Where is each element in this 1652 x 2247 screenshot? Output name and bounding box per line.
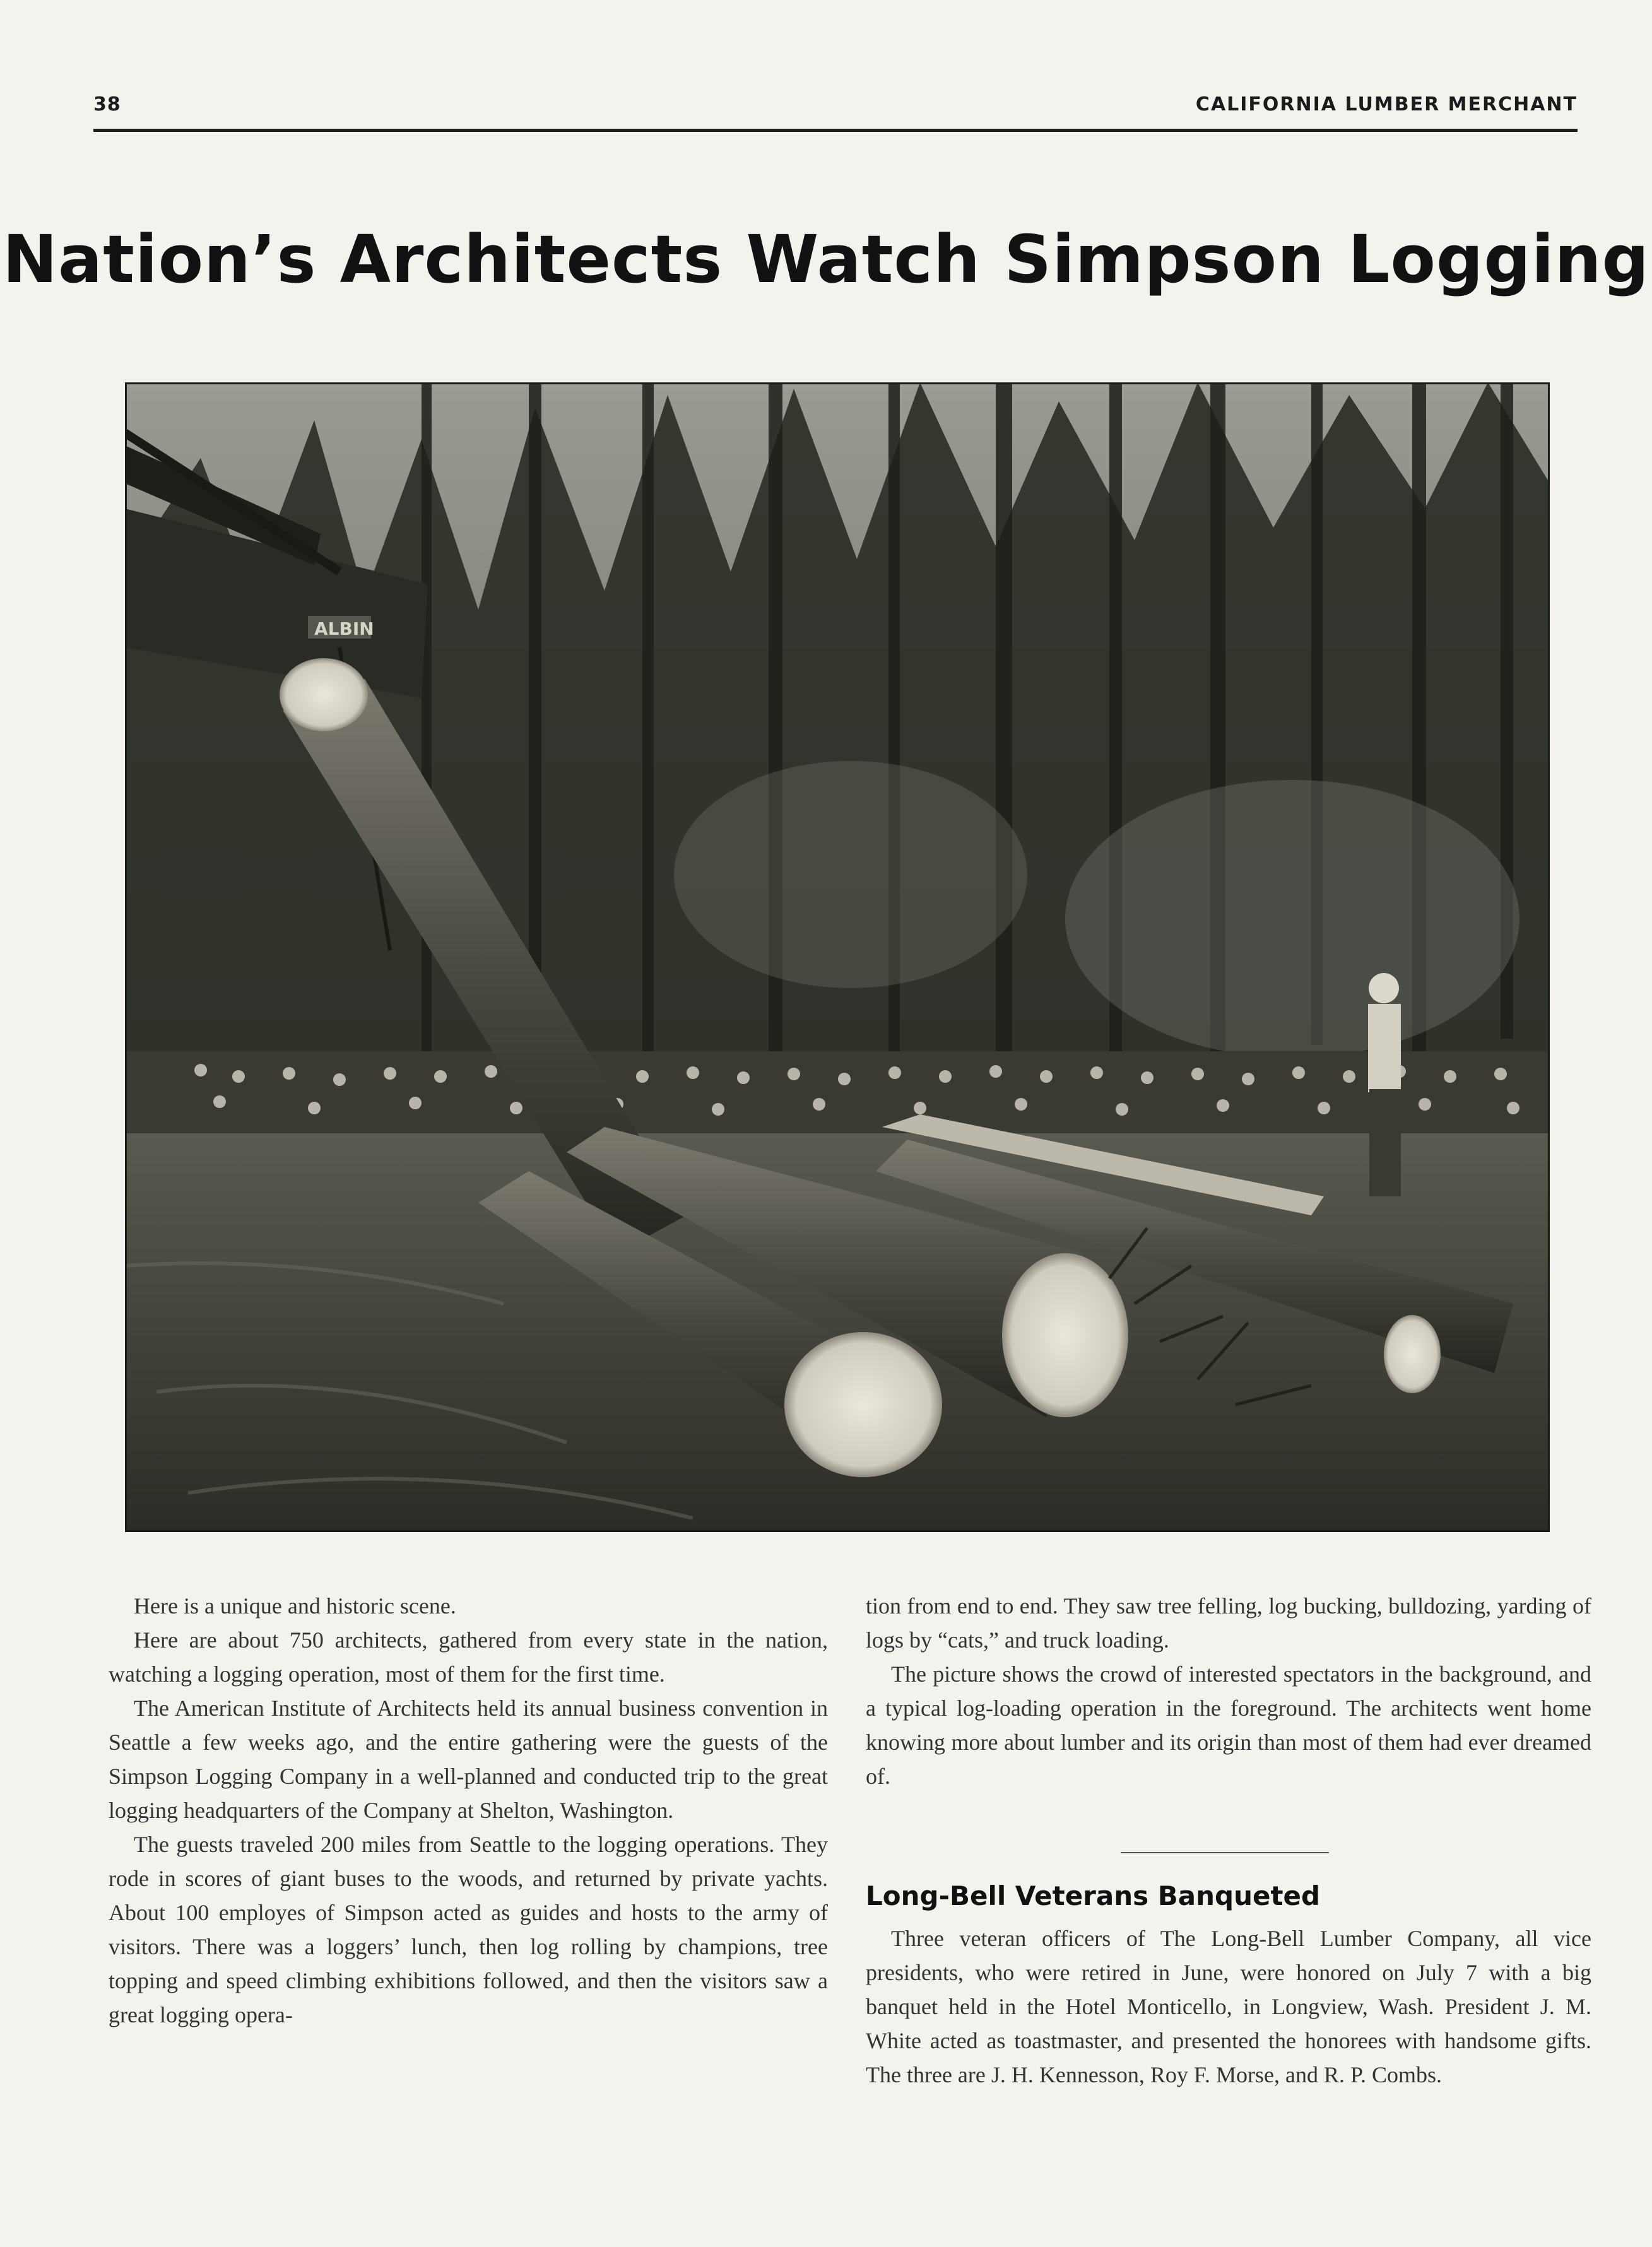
article-paragraph: Here are about 750 architects, gathered from every state in the nation, watching a logging operation, most of them for the first time. [109,1627,828,1687]
article-continuation: tion from end to end. They saw tree felling, log bucking, bulldozing, yarding of logs by “cats,” and truck loading. [866,1593,1591,1653]
story-paragraph: Three veteran officers of The Long-Bell Lumber Company, all vice presidents, who were retired in June, were honored on July 7 with a big banquet held in the Hotel Monticello, in Longview, Wash. President J. M. White acted as toastmaster, and presented the honorees with handsome gifts. The three are J. H. Kennesson, Roy F. Morse, and R. P. Combs. [866,1926,1591,2087]
article-left-column [109,1589,828,2032]
story-headline: Long-Bell Veterans Banqueted [866,1880,1321,1911]
svg-text:ALBIN: ALBIN [314,618,374,639]
man-on-log [1368,973,1401,1196]
headline: Nation’s Architects Watch Simpson Logging [2,221,1650,298]
page-number: 38 [93,93,121,115]
header-rule [93,129,1578,132]
story-separator [1121,1852,1329,1853]
article-paragraph: The guests traveled 200 miles from Seattle to the logging operations. They rode in scores of giant buses to the woods, and returned by private yachts. About 100 employes of Simpson acted as guides and hosts to the army of visitors. There was a loggers’ lunch, then log rolling by champions, tree topping and speed climbing exhibitions followed, and then the visitors saw a great logging opera- [109,1832,828,2027]
article-paragraph: The picture shows the crowd of interested spectators in the background, and a typical log-loading operation in the foreground. The architects went home knowing more about lumber and its origin than most of them had ever dreamed of. [866,1661,1591,1789]
logging-photograph [125,382,1550,1532]
journal-name: CALIFORNIA LUMBER MERCHANT [1195,93,1578,115]
story-body [866,1921,1591,2092]
logging-scene-image [125,382,1550,1532]
article-paragraph: The American Institute of Architects held its annual business convention in Seattle a few weeks ago, and the entire gathering were the guests of the Simpson Logging Company in a well-planned and conducted trip to the great logging headquarters of the Company at Shelton, Washington. [109,1696,828,1823]
running-head [93,93,1578,131]
article-right-column [866,1589,1591,1793]
article-paragraph: Here is a unique and historic scene. [134,1593,456,1619]
